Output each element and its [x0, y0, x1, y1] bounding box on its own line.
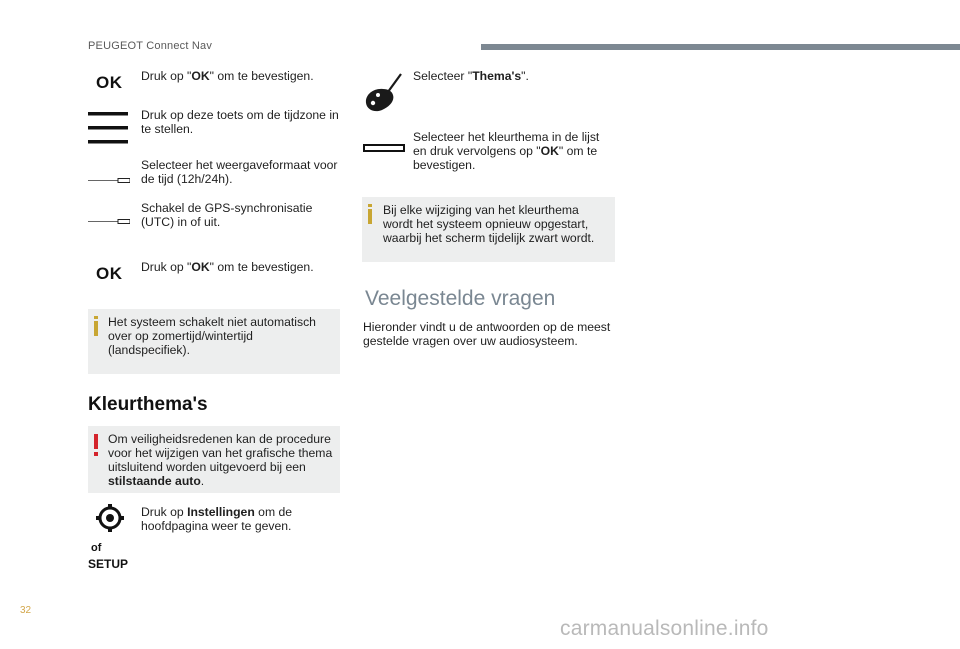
step-color-theme: Selecteer het kleurthema in de lijst en druk vervolgens op "OK" om te bevestigen.: [413, 130, 600, 172]
menu-lines-icon: [88, 112, 128, 153]
theme-selector-bar-icon: [363, 140, 405, 158]
palette-icon: [365, 73, 403, 118]
header-bar: [481, 44, 960, 50]
warning-icon: [93, 434, 99, 461]
page-number: 32: [20, 605, 32, 616]
info-note-restart: [362, 197, 615, 262]
step-confirm-2: Druk op "OK" om te bevestigen.: [141, 260, 314, 274]
info-note: [88, 309, 340, 374]
info-note-restart-text: Bij elke wijziging van het kleurthema wordt het systeem opnieuw opgestart, waarbij het scherm tijdelijk zwart wordt.: [383, 203, 595, 245]
faq-title: Veelgestelde vragen: [365, 287, 556, 310]
warning-note-text: Om veiligheidsredenen kan de procedure voor het wijzigen van het grafische thema uitsluitend worden uitgevoerd bij een stilstaande auto.: [108, 432, 333, 488]
selector-bar-icon: [88, 171, 130, 189]
step-timezone: Druk op deze toets om de tijdzone in te stellen.: [141, 108, 339, 136]
warning-note: [88, 426, 340, 493]
or-label: of: [91, 542, 102, 554]
ok-icon: OK: [96, 264, 123, 283]
watermark: carmanualsonline.info: [560, 617, 769, 640]
step-settings: Druk op Instellingen om de hoofdpagina weer te geven.: [141, 505, 293, 533]
ok-icon: OK: [96, 73, 123, 92]
header-title: PEUGEOT Connect Nav: [88, 40, 213, 52]
step-gps-sync: Schakel de GPS-synchronisatie (UTC) in of uit.: [141, 201, 313, 229]
settings-gear-icon: [96, 504, 124, 537]
step-confirm-1: Druk op "OK" om te bevestigen.: [141, 69, 314, 83]
info-icon: [93, 316, 99, 341]
setup-label: SETUP: [88, 557, 129, 571]
info-icon: [367, 204, 373, 229]
info-note-text: Het systeem schakelt niet automatisch over op zomertijd/wintertijd (landspecifiek).: [108, 315, 316, 357]
selector-bar-icon: [88, 212, 130, 230]
step-timeformat: Selecteer het weergaveformaat voor de tijd (12h/24h).: [141, 158, 338, 186]
step-themes: Selecteer "Thema's".: [413, 69, 529, 83]
faq-text: Hieronder vindt u de antwoorden op de meest gestelde vragen over uw audiosysteem.: [363, 320, 611, 348]
section-title: Kleurthema's: [88, 394, 208, 415]
